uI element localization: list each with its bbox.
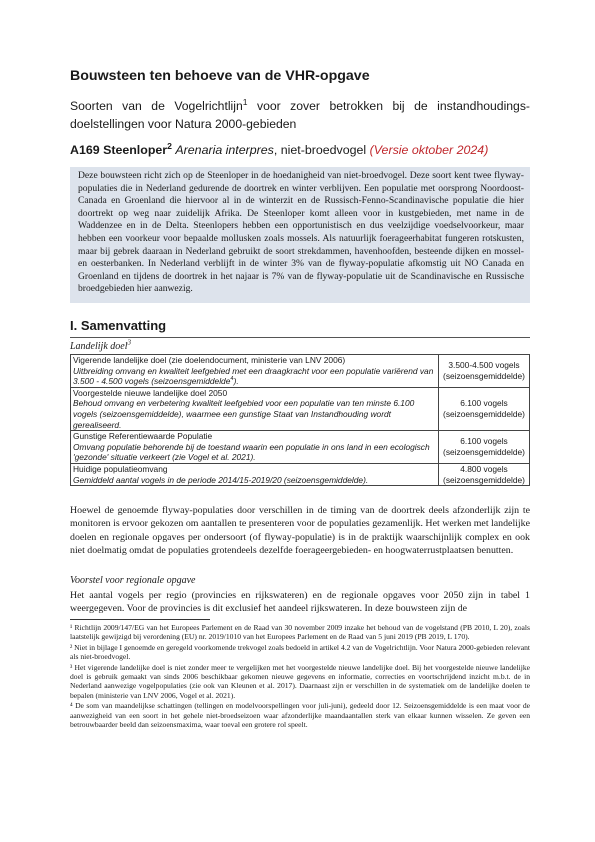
document-title: Bouwsteen ten behoeve van de VHR-opgave	[70, 68, 370, 84]
goal-desc-cell	[71, 431, 439, 464]
goal-value-note: (seizoensgemiddelde)	[443, 408, 525, 419]
paragraph-flyway: Hoewel de genoemde flyway-populaties door verschillen in de timing van de doortrek deels afzonderlijk zijn te monitoren is ervoor gekozen om aantallen te presenteren voor de populaties gezamenlijk. Het werken met landelijke doelen en regionale opgaves per ondersoort (of flyway-populatie) is in de praktijk waarschijnlijk complex en ook niet doelmatig omdat de populaties grotendeels dezelfde foerageergebieden- en hoogwaterrustplaatsen benutten.	[70, 505, 530, 557]
table-row	[71, 355, 530, 388]
section-title: I. Samenvatting	[70, 318, 167, 333]
goal-label: Huidige populatieomvang	[73, 463, 168, 474]
goal-value-note: (seizoensgemiddelde)	[443, 447, 525, 458]
goal-value: 4.800 vogels	[460, 463, 508, 474]
document-subtitle	[70, 97, 530, 133]
landelijk-doel-label	[70, 338, 131, 352]
goal-value: 6.100 vogels	[460, 436, 508, 447]
goal-value-cell	[439, 355, 530, 388]
intro-text: Deze bouwsteen richt zich op de Steenloper in de hoedanigheid van niet-broedvogel. Deze soort kent twee flyway-populaties die in Nederland gedurende de doortrek en winter verblijven. Een populatie met oorsprong Noordoost-Canada en Groenland die hiervoor al in de winterzit en de Russisch-Fenno-Scandinavische populatie die hier doortrekt op weg naar zuidelijk Afrika. De Steenloper komt alleen voor in kustgebieden, met name in de Waddenzee en in de Delta. Steenlopers hebben een opportunistisch en dus veelzijdige voedselvoorkeur, maar hebben een voorkeur voor bepaalde mollusken zoals mossels. Als natuurlijk foerageerhabitat fungeren rotskusten, maar bij gebrek daaraan in Nederland gebruikt de soort strekdammen, havenhoofden, besteende dijken en mossel- en oesterbanken. In Nederland verblijft in de winter 3% van de flyway-populatie afkomstig uit NO Canada en Groenland en tijdens de doortrek in het najaar is 7% van de flyway-populatie uit de Scandinavische en Russische broedgebieden hier aanwezig.	[78, 170, 524, 295]
footnote-ref-4[interactable]: 4	[230, 376, 234, 383]
species-latin-name: Arenaria interpres	[175, 143, 274, 157]
goal-desc: Gemiddeld aantal vogels in de periode 2014/15-2019/20 (seizoensgemiddelde).	[73, 474, 369, 485]
goal-value-note: (seizoensgemiddelde)	[443, 474, 525, 485]
subtitle-part2: voor zover betrokken bij de instandhoudings-doelstellingen voor Natura 2000-gebieden	[70, 99, 530, 131]
goals-table	[70, 354, 530, 486]
subtitle-part1: Soorten van de Vogelrichtlijn	[70, 99, 243, 113]
goal-desc-cell	[71, 355, 439, 388]
goal-desc: Uitbreiding omvang en kwaliteit leefgebied met een draagkracht voor een populatie variërend van 3.500 - 4.500 vogels (seizoensgemiddelde	[73, 365, 434, 387]
table-row	[71, 463, 530, 485]
goal-value: 6.100 vogels	[460, 398, 508, 409]
goal-value-note: (seizoensgemiddelde)	[443, 370, 525, 381]
species-code-name: A169 Steenloper	[70, 143, 168, 157]
table-row	[71, 431, 530, 464]
goal-desc: Omvang populatie behorende bij de toestand waarin een populatie in ons land in een ecologisch 'gezonde' situatie verkeert (zie Vogel et al. 2021).	[73, 441, 430, 463]
goal-label: Vigerende landelijke doel (zie doelendocument, ministerie van LNV 2006)	[73, 355, 346, 365]
goal-desc: Behoud omvang en verbetering kwaliteit leefgebied voor een populatie van ten minste 6.100 vogels (seizoensgemiddelde), waarmee een gunstige Staat van Instandhouding wordt gerealiseerd.	[73, 398, 415, 430]
footnote-ref-3[interactable]: 3	[127, 338, 131, 347]
species-heading	[70, 140, 489, 157]
footnotes	[70, 623, 530, 730]
goal-desc-end: ).	[233, 376, 239, 387]
section-divider	[70, 337, 530, 338]
footnote-3: ³ Het vigerende landelijke doel is niet zonder meer te vergelijken met het voorgestelde nieuwe landelijke doel. Bij het voorgestelde nieuwe landelijke doel is gebruik gemaakt van sinds 2006 beschikbaar gekomen nieuwe gegevens en informatie, correcties en voortschrijdend inzicht m.b.t. de in Nederland aanwezige vogelpopulaties (zie ook van Kleunen et al. 2017). Daarnaast zijn er verschillen in de systematiek om de landelijke doelen te bepalen (ministerie van LNV 2006, Vogel et al. 2021).	[70, 662, 530, 700]
goal-value-cell	[439, 463, 530, 485]
goal-label: Voorgestelde nieuwe landelijke doel 2050	[73, 387, 228, 398]
goal-value-cell	[439, 387, 530, 430]
goal-desc-cell	[71, 387, 439, 430]
landelijk-doel-text: Landelijk doel	[70, 341, 128, 352]
goal-value-cell	[439, 431, 530, 464]
footnote-divider	[70, 619, 210, 620]
footnote-4: ⁴ De som van maandelijkse schattingen (tellingen en modelvoorspellingen voor juli-juni), gedeeld door 12. Seizoensgemiddelde is een maat voor de aanwezigheid van een soort in het gehele niet-broedseizoen waar afzonderlijke maandaantallen sterk van elkaar kunnen wisselen. Ze geven een betrouwbaarder beeld dan seizoensmaxima, waar toeval een grotere rol speelt.	[70, 701, 530, 730]
species-status: , niet-broedvogel	[273, 143, 370, 157]
footnote-2: ² Niet in bijlage I genoemde en geregeld voorkomende trekvogel zoals bedoeld in artikel 4.2 van de Vogelrichtlijn. Voor Natura 2000-gebieden relevant als niet-broedvogel.	[70, 642, 530, 662]
footnote-ref-2[interactable]: 2	[167, 140, 172, 151]
footnote-1: ¹ Richtlijn 2009/147/EG van het Europees Parlement en de Raad van 30 november 2009 inzake het behoud van de vogelstand (PB 2010, L 20), zoals laatstelijk gewijzigd bij verordening (EU) nr. 2019/1010 van het Europees Parlement en de Raad van 5 juni 2019 (PB 2019, L 170).	[70, 623, 530, 642]
regional-label: Voorstel voor regionale opgave	[70, 575, 196, 586]
goal-label: Gunstige Referentiewaarde Populatie	[73, 431, 213, 442]
table-row	[71, 387, 530, 430]
version-label: (Versie oktober 2024)	[369, 143, 489, 157]
footnote-ref-1[interactable]: 1	[242, 96, 248, 107]
goal-desc-cell	[71, 463, 439, 485]
goal-value: 3.500-4.500 vogels	[448, 360, 520, 371]
paragraph-regional: Het aantal vogels per regio (provincies en rijkswateren) en de regionale opgaves voor 2050 zijn in tabel 1 weergegeven. Voor de provincies is dit exclusief het aandeel rijkswateren. In deze bouwsteen zijn de	[70, 590, 530, 615]
